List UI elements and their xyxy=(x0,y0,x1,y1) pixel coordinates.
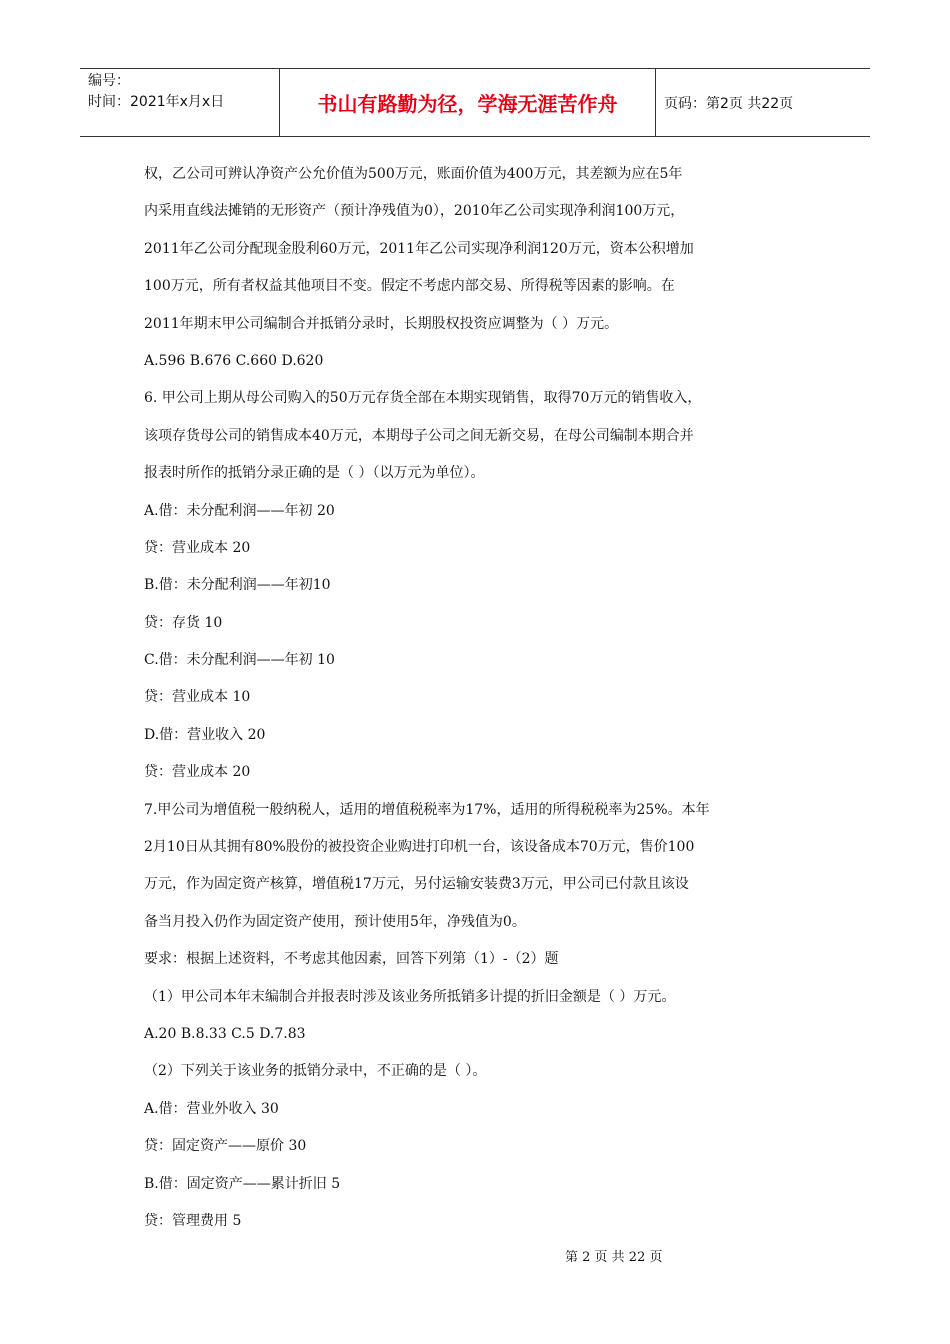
page-header xyxy=(80,68,870,137)
text-line: 2011年期末甲公司编制合并抵销分录时，长期股权投资应调整为（ ）万元。 xyxy=(144,315,619,332)
text-line: 该项存货母公司的销售成本40万元，本期母子公司之间无新交易，在母公司编制本期合并 xyxy=(144,427,694,444)
text-line: 内采用直线法摊销的无形资产（预计净残值为0），2010年乙公司实现净利润100万元， xyxy=(144,203,685,220)
footer-page-number: 第 2 页 共 22 页 xyxy=(565,1250,663,1265)
header-page-info: 页码：第2页 共22页 xyxy=(664,95,794,112)
header-meta xyxy=(80,69,280,136)
document-body xyxy=(144,156,824,1240)
option-b-debit: B.借：固定资产——累计折旧 5 xyxy=(144,1175,341,1192)
option-c-credit: 贷：营业成本 10 xyxy=(144,689,251,706)
document-date: 时间：2021年x月x日 xyxy=(88,94,225,110)
text-line: 100万元，所有者权益其他项目不变。假定不考虑内部交易、所得税等因素的影响。在 xyxy=(144,278,675,295)
header-motto: 书山有路勤为径，学海无涯苦作舟 xyxy=(280,69,656,136)
document-number-label: 编号： xyxy=(88,73,130,89)
option-a-credit: 贷：营业成本 20 xyxy=(144,539,251,556)
option-d-debit: D.借：营业收入 20 xyxy=(144,726,266,743)
option-b-debit: B.借：未分配利润——年初10 xyxy=(144,577,331,594)
sub-question-2: （2）下列关于该业务的抵销分录中，不正确的是（ ）。 xyxy=(144,1063,487,1080)
text-line: 权，乙公司可辨认净资产公允价值为500万元，账面价值为400万元，其差额为应在5年 xyxy=(144,166,683,182)
option-b-credit: 贷：存货 10 xyxy=(144,614,223,631)
text-line: 备当月投入仍作为固定资产使用，预计使用5年，净残值为0。 xyxy=(144,913,526,930)
answer-options: A.596 B.676 C.660 D.620 xyxy=(144,352,324,369)
option-a-debit: A.借：营业外收入 30 xyxy=(144,1100,279,1117)
option-b-credit: 贷：管理费用 5 xyxy=(144,1212,242,1229)
question-7: 7.甲公司为增值税一般纳税人，适用的增值税税率为17%，适用的所得税税率为25%。本年 xyxy=(144,801,710,818)
option-a-credit: 贷：固定资产——原价 30 xyxy=(144,1138,307,1155)
text-line: 万元，作为固定资产核算，增值税17万元，另付运输安装费3万元，甲公司已付款且该设 xyxy=(144,876,689,893)
question-6: 6. 甲公司上期从母公司购入的50万元存货全部在本期实现销售，取得70万元的销售收入， xyxy=(144,390,702,407)
text-line: 报表时所作的抵销分录正确的是（ ）（以万元为单位）。 xyxy=(144,465,485,482)
sub-question-1: （1）甲公司本年末编制合并报表时涉及该业务所抵销多计提的折旧金额是（ ）万元。 xyxy=(144,988,676,1005)
text-line: 2月10日从其拥有80%股份的被投资企业购进打印机一台，该设备成本70万元，售价100 xyxy=(144,839,695,856)
option-a-debit: A.借：未分配利润——年初 20 xyxy=(144,502,335,519)
option-d-credit: 贷：营业成本 20 xyxy=(144,764,251,781)
requirement: 要求：根据上述资料，不考虑其他因素，回答下列第（1）-（2）题 xyxy=(144,951,559,968)
answer-options: A.20 B.8.33 C.5 D.7.83 xyxy=(144,1025,306,1042)
option-c-debit: C.借：未分配利润——年初 10 xyxy=(144,652,335,669)
text-line: 2011年乙公司分配现金股利60万元，2011年乙公司实现净利润120万元，资本公积增加 xyxy=(144,240,694,257)
